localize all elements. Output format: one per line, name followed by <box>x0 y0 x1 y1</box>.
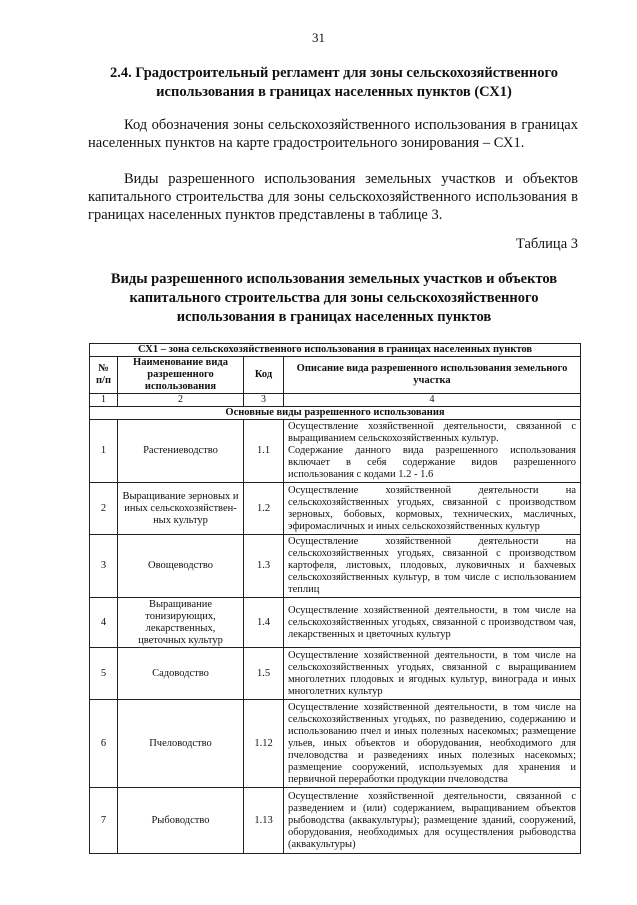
group-header-row <box>90 407 581 420</box>
column-header-row <box>90 357 581 394</box>
row-description-text: Осуществление хозяйственной деятельности, связанной с выращиванием сельскохозяйственных культур. <box>288 421 576 444</box>
paragraph-zone-code <box>88 116 578 152</box>
table-row <box>90 483 581 535</box>
row-code: 1.12 <box>244 700 284 788</box>
col-number: 1 <box>90 394 118 407</box>
table-row <box>90 700 581 788</box>
table-row <box>90 598 581 648</box>
row-name: Растениеводство <box>118 420 244 483</box>
row-name: Выращивание тонизирующих, лекарственных, цветочных культур <box>118 598 244 648</box>
row-number: 2 <box>90 483 118 535</box>
row-code: 1.2 <box>244 483 284 535</box>
row-description: Осуществление хозяйственной деятельности на сельскохозяйственных угодьях, связанной с производством картофеля, листовых, плодовых, луковичных и бахчевых сельскохозяйственных культур, в том числе с использованием теплиц <box>284 535 581 598</box>
row-description: Осуществление хозяйственной деятельности, связанной с разведением и (или) содержанием, выращиванием объектов рыбоводства (аквакультуры); размещение зданий, сооружений, оборудования, необходимых для осуществления рыбоводства (аквакультуры) <box>284 788 581 854</box>
row-code: 1.13 <box>244 788 284 854</box>
paragraph-table-reference <box>88 170 578 224</box>
row-description: Осуществление хозяйственной деятельности на сельскохозяйственных угодьях, связанной с производством зерновых, бобовых, кормовых, технических, масличных, эфиромасличных и иных сельскохозяйственных культур <box>284 483 581 535</box>
col-header-number: № п/п <box>90 357 118 394</box>
row-code: 1.3 <box>244 535 284 598</box>
col-number: 3 <box>244 394 284 407</box>
row-number: 1 <box>90 420 118 483</box>
table-row <box>90 788 581 854</box>
row-name: Выращивание зерновых и иных сельскохозяйствен-ных культур <box>118 483 244 535</box>
table-label: Таблица 3 <box>515 236 578 252</box>
paragraph-text: Код обозначения зоны сельскохозяйственного использования в границах населенных пунктов на карте градостроительного зонирования – СХ1. <box>88 117 578 151</box>
row-code: 1.1 <box>244 420 284 483</box>
row-name: Пчеловодство <box>118 700 244 788</box>
table-row <box>90 420 581 483</box>
col-header-description: Описание вида разрешенного использования земельного участка <box>284 357 581 394</box>
row-number: 5 <box>90 648 118 700</box>
row-code: 1.5 <box>244 648 284 700</box>
row-code: 1.4 <box>244 598 284 648</box>
group-header: Основные виды разрешенного использования <box>90 407 581 420</box>
row-number: 3 <box>90 535 118 598</box>
paragraph-text: Виды разрешенного использования земельных участков и объектов капитального строительства для зоны сельскохозяйственного использования в границах населенных пунктов представлены в таблице 3. <box>88 171 578 223</box>
zone-header: СХ1 – зона сельскохозяйственного использования в границах населенных пунктов <box>90 344 581 357</box>
row-description <box>284 420 581 483</box>
row-name: Рыбоводство <box>118 788 244 854</box>
row-name: Овощеводство <box>118 535 244 598</box>
section-title: 2.4. Градостроительный регламент для зоны сельскохозяйственного использования в границах населенных пунктов (СХ1) <box>110 65 558 100</box>
row-number: 6 <box>90 700 118 788</box>
row-number: 7 <box>90 788 118 854</box>
row-description: Осуществление хозяйственной деятельности, в том числе на сельскохозяйственных угодьях, связанной с производством чая, лекарственных и цветочных культур <box>284 598 581 648</box>
row-number: 4 <box>90 598 118 648</box>
row-description: Осуществление хозяйственной деятельности, в том числе на сельскохозяйственных угодьях, по разведению, содержанию и использованию пчел и иных полезных насекомых; размещение ульев, иных объектов и оборудования, необходимого для пчеловодства и разведениях иных полезных насекомых; размещение сооружений, используемых для хранения и первичной переработки продукции пчеловодства <box>284 700 581 788</box>
row-name: Садоводство <box>118 648 244 700</box>
permitted-use-table <box>89 343 581 854</box>
row-description-text: Содержание данного вида разрешенного использования включает в себя содержание видов разрешенного использования с кодами 1.2 - 1.6 <box>288 445 576 480</box>
col-number: 4 <box>284 394 581 407</box>
col-number: 2 <box>118 394 244 407</box>
table-row <box>90 648 581 700</box>
col-header-code: Код <box>244 357 284 394</box>
zone-header-row <box>90 344 581 357</box>
col-header-name: Наименование вида разрешенного использования <box>118 357 244 394</box>
row-description: Осуществление хозяйственной деятельности, в том числе на сельскохозяйственных угодьях, связанной с выращиванием многолетних плодовых и ягодных культур, винограда и иных многолетних культур <box>284 648 581 700</box>
table-row <box>90 535 581 598</box>
page-number: 31 <box>312 30 325 45</box>
column-number-row <box>90 394 581 407</box>
table-title: Виды разрешенного использования земельных участков и объектов капитального строительства для зоны сельскохозяйственного использования в границах населенных пунктов <box>110 271 558 325</box>
